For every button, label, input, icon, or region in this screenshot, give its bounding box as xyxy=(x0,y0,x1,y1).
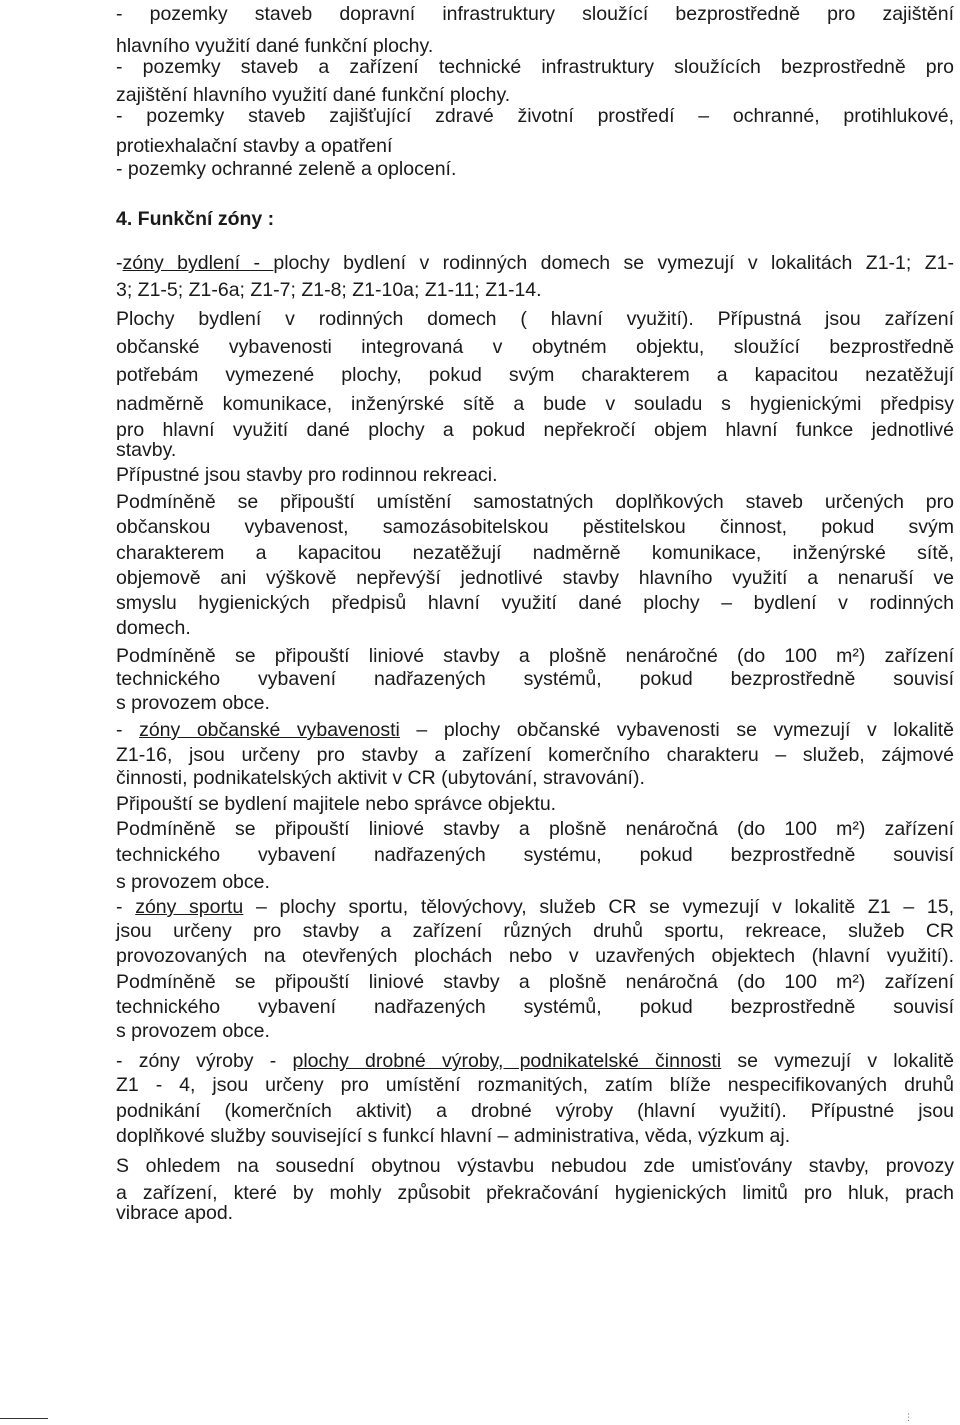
underlined-term: zóny bydlení - xyxy=(122,252,274,274)
text-line: charakterem a kapacitou nezatěžují nadměrně komunikace, inženýrské sítě, xyxy=(116,542,954,564)
text-line: Připouští se bydlení majitele nebo správce objektu. xyxy=(116,793,557,815)
text-line: podnikání (komerčních aktivit) a drobné výroby (hlavní využití). Přípustné jsou xyxy=(116,1100,954,1122)
text-line: zajištění hlavního využití dané funkční plochy. xyxy=(116,84,511,106)
text-line: S ohledem na sousední obytnou výstavbu nebudou zde umisťovány stavby, provozy xyxy=(116,1155,954,1177)
text-line: Podmíněně se připouští liniové stavby a plošně nenáročná (do 100 m²) zařízení xyxy=(116,818,954,840)
text-line: doplňkové služby související s funkcí hlavní – administrativa, věda, výzkum aj. xyxy=(116,1125,791,1147)
text-line: nadměrně komunikace, inženýrské sítě a bude v souladu s hygienickými předpisy xyxy=(116,393,954,415)
line-rest: plochy bydlení v rodinných domech se vymezují v lokalitách Z1-1; Z1- xyxy=(273,252,954,274)
text-line: objemově ani výškově nepřevýší jednotlivé stavby hlavního využití a nenaruší ve xyxy=(116,567,954,589)
text-line: technického vybavení nadřazených systému, pokud bezprostředně souvisí xyxy=(116,844,954,866)
text-line xyxy=(116,1049,954,1073)
text-line: domech. xyxy=(116,617,191,639)
text-line: činnosti, podnikatelských aktivit v CR (ubytování, stravování). xyxy=(116,767,645,789)
text-line: vibrace apod. xyxy=(116,1202,234,1224)
text-line: Plochy bydlení v rodinných domech ( hlavní využití). Přípustná jsou zařízení xyxy=(116,308,954,330)
text-line: provozovaných na otevřených plochách nebo v uzavřených objektech (hlavní využití). xyxy=(116,945,954,967)
text-line: jsou určeny pro stavby a zařízení různých druhů sportu, rekreace, služeb CR xyxy=(116,920,954,942)
text-line: s provozem obce. xyxy=(116,1020,270,1042)
footer-mark: ⋮ xyxy=(904,1412,913,1422)
text-line: Přípustné jsou stavby pro rodinnou rekreaci. xyxy=(116,464,498,486)
text-line: s provozem obce. xyxy=(116,692,270,714)
line-prefix: - xyxy=(116,896,136,918)
text-line: smyslu hygienických předpisů hlavní využití dané plochy – bydlení v rodinných xyxy=(116,592,954,614)
text-line xyxy=(116,718,954,742)
text-line: technického vybavení nadřazených systémů, pokud bezprostředně souvisí xyxy=(116,996,954,1018)
line-prefix: - xyxy=(116,719,140,741)
text-line: 3; Z1-5; Z1-6a; Z1-7; Z1-8; Z1-10a; Z1-11; Z1-14. xyxy=(116,279,542,301)
text-line: pro hlavní využití dané plochy a pokud nepřekročí objem hlavní funkce jednotlivé xyxy=(116,419,954,441)
text-line xyxy=(116,251,954,275)
text-line: - pozemky ochranné zeleně a oplocení. xyxy=(116,158,457,180)
text-line: a zařízení, které by mohly způsobit překračování hygienických limitů pro hluk, prach xyxy=(116,1182,954,1204)
underlined-term: plochy drobné výroby, podnikatelské činnosti xyxy=(292,1050,722,1072)
text-line: Podmíněně se připouští umístění samostatných doplňkových staveb určených pro xyxy=(116,491,954,513)
text-line: Z1-16, jsou určeny pro stavby a zařízení komerčního charakteru – služeb, zájmové xyxy=(116,744,954,766)
text-line: - pozemky staveb a zařízení technické infrastruktury sloužících bezprostředně pro xyxy=(116,56,954,78)
underlined-term: zóny sportu xyxy=(135,896,244,918)
text-line: Podmíněně se připouští liniové stavby a plošně nenáročné (do 100 m²) zařízení xyxy=(116,645,954,667)
line-prefix: - xyxy=(116,252,123,274)
line-rest: se vymezují v lokalitě xyxy=(721,1050,954,1072)
underlined-term: zóny občanské vybavenosti xyxy=(139,719,400,741)
text-line: Podmíněně se připouští liniové stavby a plošně nenáročná (do 100 m²) zařízení xyxy=(116,971,954,993)
text-line: občanské vybavenosti integrovaná v obytném objektu, sloužící bezprostředně xyxy=(116,336,954,358)
footer-rule xyxy=(0,1418,48,1419)
text-line: technického vybavení nadřazených systémů, pokud bezprostředně souvisí xyxy=(116,668,954,690)
text-line: s provozem obce. xyxy=(116,871,270,893)
line-prefix: - zóny výroby - xyxy=(116,1050,293,1072)
text-line: stavby. xyxy=(116,439,177,461)
text-line: - pozemky staveb dopravní infrastruktury sloužící bezprostředně pro zajištění xyxy=(116,3,954,25)
line-rest: – plochy sportu, tělovýchovy, služeb CR se vymezují v lokalitě Z1 – 15, xyxy=(243,896,955,918)
text-line xyxy=(116,895,954,919)
text-line: Z1 - 4, jsou určeny pro umístění rozmanitých, zatím blíže nespecifikovaných druhů xyxy=(116,1074,954,1096)
text-line: hlavního využití dané funkční plochy. xyxy=(116,35,434,57)
line-rest: – plochy občanské vybavenosti se vymezují v lokalitě xyxy=(399,719,954,741)
section-heading: 4. Funkční zóny : xyxy=(116,208,275,230)
text-line: občanskou vybavenost, samozásobitelskou pěstitelskou činnost, pokud svým xyxy=(116,516,954,538)
text-line: protiexhalační stavby a opatření xyxy=(116,135,393,157)
text-line: - pozemky staveb zajišťující zdravé životní prostředí – ochranné, protihlukové, xyxy=(116,105,954,127)
text-line: potřebám vymezené plochy, pokud svým charakterem a kapacitou nezatěžují xyxy=(116,364,954,386)
